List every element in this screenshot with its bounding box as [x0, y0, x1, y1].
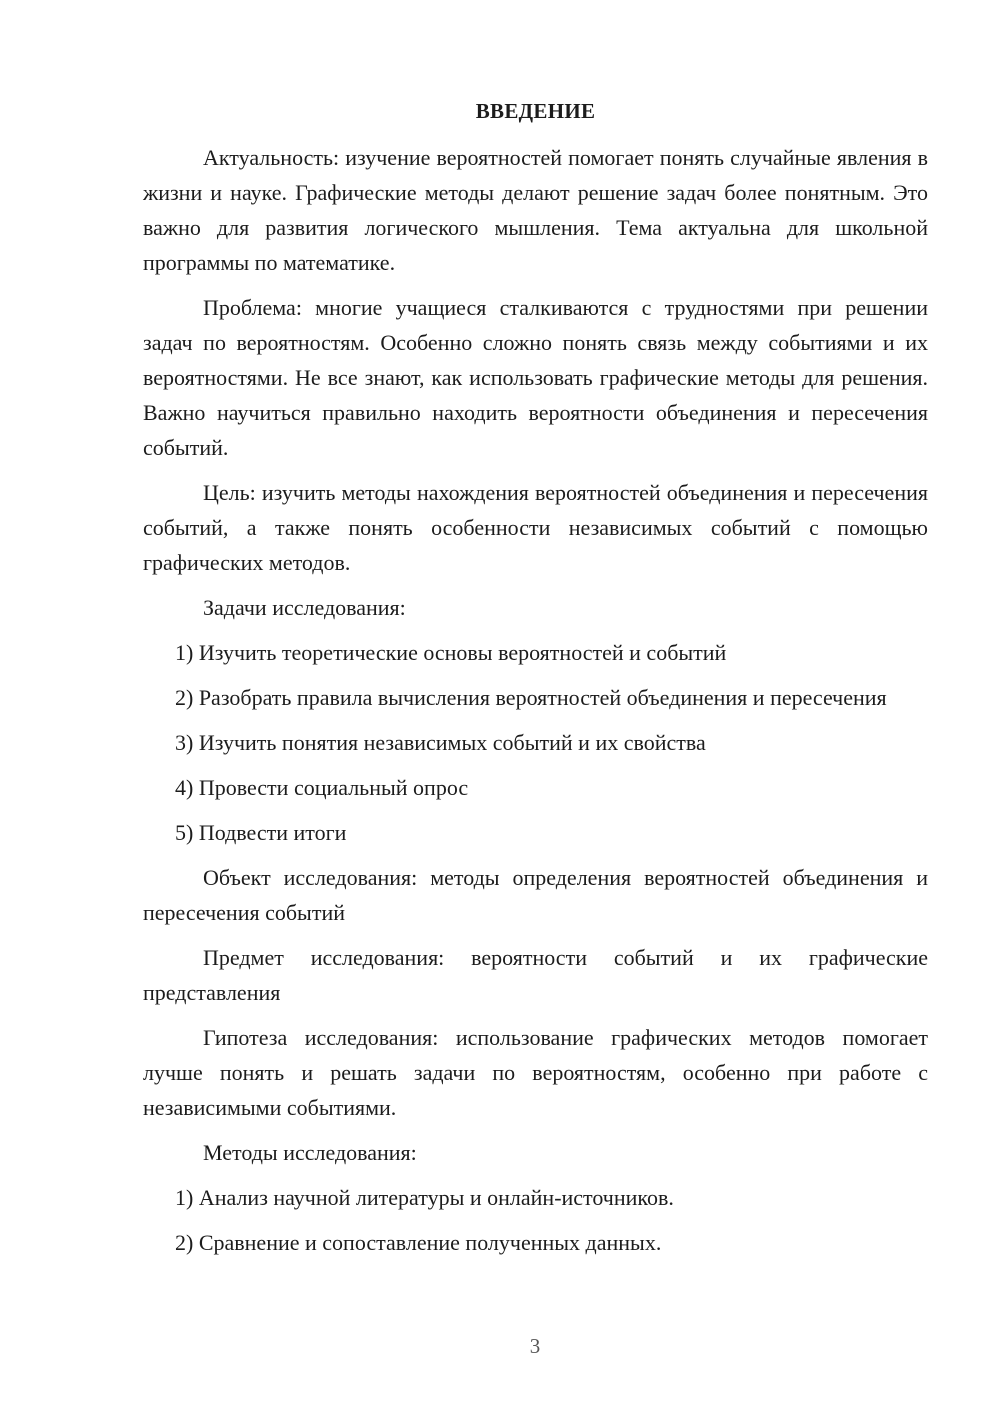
problem-paragraph: Проблема: многие учащиеся сталкиваются с трудностями при решении задач по вероятностям. Особенно сложно понять связь между событиями и их вероятностями. Не все знают, как использовать графические методы для решения. Важно научиться правильно находить вероятности объединения и пересечения событий.	[143, 295, 928, 460]
subject-paragraph: Предмет исследования: вероятности событий и их графические представления	[143, 945, 928, 1005]
method-item-2: 2) Сравнение и сопоставление полученных данных.	[175, 1230, 662, 1255]
task-item-5: 5) Подвести итоги	[175, 820, 347, 845]
document-page	[143, 96, 928, 1270]
tasks-label: Задачи исследования:	[203, 595, 406, 620]
method-item-1: 1) Анализ научной литературы и онлайн-источников.	[175, 1185, 674, 1210]
page-title: ВВЕДЕНИЕ	[475, 99, 596, 123]
task-item-3: 3) Изучить понятия независимых событий и их свойства	[175, 730, 706, 755]
methods-label: Методы исследования:	[203, 1140, 417, 1165]
hypothesis-paragraph: Гипотеза исследования: использование графических методов помогает лучше понять и решать задачи по вероятностям, особенно при работе с независимыми событиями.	[143, 1025, 928, 1120]
page-number: 3	[529, 1334, 541, 1358]
task-item-1: 1) Изучить теоретические основы вероятностей и событий	[175, 640, 727, 665]
goal-paragraph: Цель: изучить методы нахождения вероятностей объединения и пересечения событий, а также понять особенности независимых событий с помощью графических методов.	[143, 480, 928, 575]
relevance-paragraph: Актуальность: изучение вероятностей помогает понять случайные явления в жизни и науке. Графические методы делают решение задач более понятным. Это важно для развития логического мышления. Тема актуальна для школьной программы по математике.	[143, 145, 928, 275]
task-item-4: 4) Провести социальный опрос	[175, 775, 469, 800]
task-item-2: 2) Разобрать правила вычисления вероятностей объединения и пересечения	[175, 685, 887, 710]
object-paragraph: Объект исследования: методы определения вероятностей объединения и пересечения событий	[143, 865, 928, 925]
